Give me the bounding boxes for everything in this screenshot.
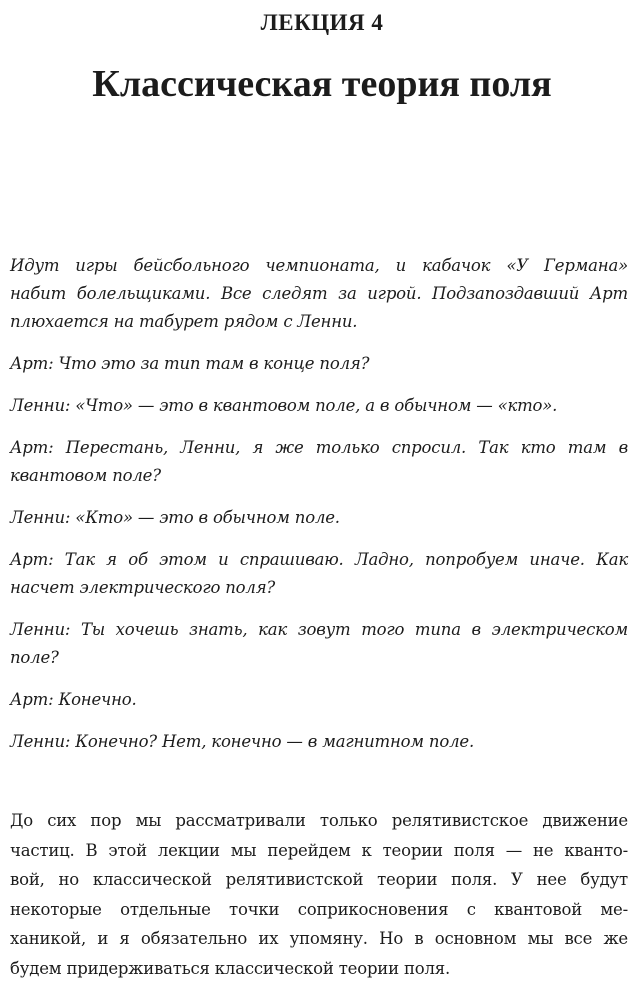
body-paragraph <box>10 806 628 983</box>
body-line: частиц. В этой лекции мы перейдем к теории поля — не кванто- <box>10 840 628 860</box>
dialogue-line: Арт: Перестань, Ленни, я же только спросил. Так кто там в квантовом поле? <box>10 438 628 485</box>
body-line: До сих пор мы рассматривали только релятивистское движение <box>10 811 628 830</box>
dialogue-line: Арт: Конечно. <box>10 690 137 709</box>
dialogue-line: Ленни: Конечно? Нет, конечно — в магнитном поле. <box>10 732 475 751</box>
epigraph-intro-line: набит болельщиками. Все следят за игрой. Подзапоздавший Арт <box>10 284 628 303</box>
body-line: ханикой, и я обязательно их упомяну. Но в основном мы все же <box>10 929 628 948</box>
body-line: будем придерживаться классической теории поля. <box>10 958 451 978</box>
dialogue-line: Арт: Так я об этом и спрашиваю. Ладно, попробуем иначе. Как насчет электрического поля? <box>10 550 628 597</box>
body-line: вой, но классической релятивистской теории поля. У нее будут <box>10 870 628 889</box>
epigraph-intro-line: Идут игры бейсбольного чемпионата, и кабачок «У Германа» <box>10 256 628 275</box>
dialogue-line: Ленни: Ты хочешь знать, как зовут того типа в электрическом поле? <box>10 620 628 667</box>
epigraph <box>10 252 628 770</box>
dialogue-line: Ленни: «Кто» — это в обычном поле. <box>10 508 340 527</box>
dialogue-line: Ленни: «Что» — это в квантовом поле, а в обычном — «кто». <box>10 396 558 415</box>
body-line: некоторые отдельные точки соприкосновения с квантовой ме- <box>10 899 628 919</box>
dialogue-line: Арт: Что это за тип там в конце поля? <box>10 354 370 373</box>
epigraph-intro-line: плюхается на табурет рядом с Ленни. <box>10 312 358 331</box>
chapter-title: Классическая теория поля <box>92 63 552 105</box>
lecture-number: ЛЕКЦИЯ 4 <box>260 10 384 35</box>
